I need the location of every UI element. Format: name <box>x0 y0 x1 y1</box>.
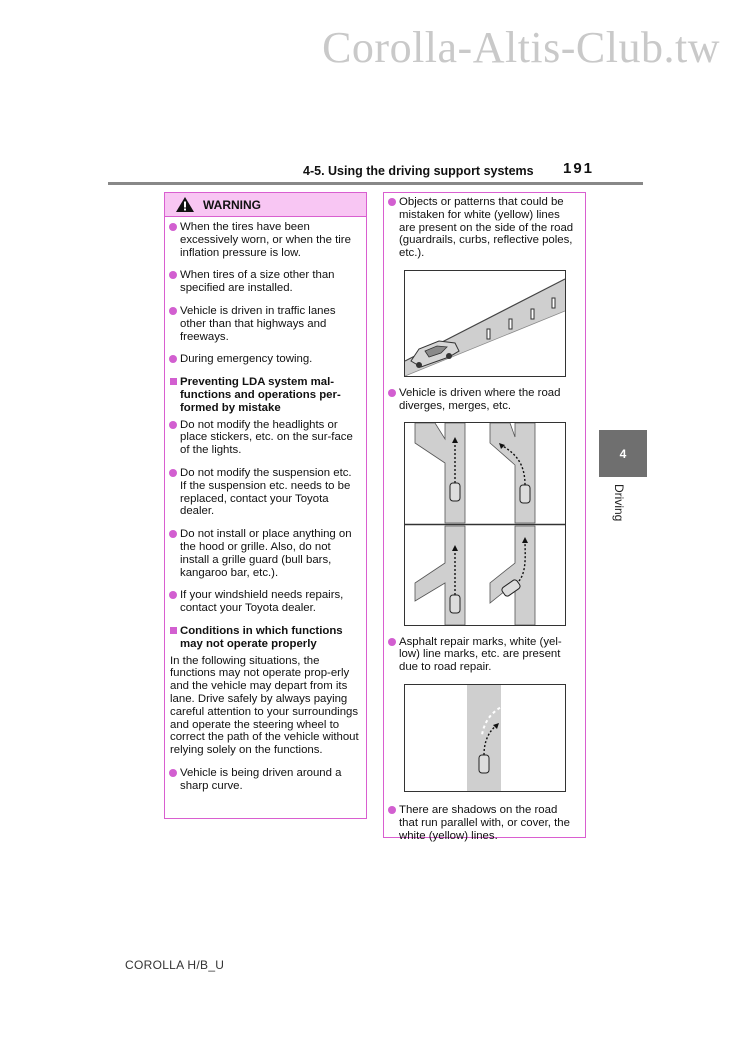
bullet-dot-icon <box>388 638 396 646</box>
bullet-dot-icon <box>169 591 177 599</box>
list-item: Do not modify the suspension etc. If the suspension etc. needs to be replaced, contact your Toyota dealer. <box>170 467 360 518</box>
list-item: Objects or patterns that could be mistaken for white (yellow) lines are present on the side of the road (guardrails, curbs, reflective poles, etc.). <box>389 196 579 260</box>
warning-header <box>165 193 366 217</box>
watermark: Corolla-Altis-Club.tw <box>322 23 720 72</box>
list-item: Vehicle is driven where the road diverges, merges, etc. <box>389 387 579 413</box>
list-item: Asphalt repair marks, white (yel-low) line marks, etc. are present due to road repair. <box>389 636 579 674</box>
bullet-dot-icon <box>388 389 396 397</box>
list-item: During emergency towing. <box>170 353 360 366</box>
guardrail-illustration <box>404 270 566 377</box>
header-rule <box>108 182 643 185</box>
footer-model: COROLLA H/B_U <box>125 958 225 972</box>
subsection-heading: Preventing LDA system mal-functions and operations per-formed by mistake <box>170 376 360 414</box>
chapter-tab[interactable]: 4 <box>599 430 647 477</box>
bullet-dot-icon <box>388 806 396 814</box>
subsection-heading: Conditions in which functions may not operate properly <box>170 625 360 651</box>
bullet-square-icon <box>170 378 177 385</box>
bullet-dot-icon <box>169 530 177 538</box>
bullet-dot-icon <box>169 307 177 315</box>
warning-triangle-icon <box>175 196 195 213</box>
page-number: 191 <box>563 160 595 177</box>
list-item: When the tires have been excessively worn, or when the tire inflation pressure is low. <box>170 221 360 259</box>
list-item: When tires of a size other than specified are installed. <box>170 269 360 295</box>
list-item: There are shadows on the road that run parallel with, or cover, the white (yellow) lines. <box>389 804 579 842</box>
bullet-dot-icon <box>169 271 177 279</box>
bullet-dot-icon <box>169 469 177 477</box>
list-item: Do not modify the headlights or place stickers, etc. on the sur-face of the lights. <box>170 419 360 457</box>
bullet-dot-icon <box>169 421 177 429</box>
list-item: Do not install or place anything on the hood or grille. Also, do not install a grille guard (bull bars, kangaroo bar, etc.). <box>170 528 360 579</box>
conditions-box <box>383 192 586 842</box>
list-item: If your windshield needs repairs, contact your Toyota dealer. <box>170 589 360 615</box>
warning-heading: WARNING <box>203 197 261 212</box>
bullet-dot-icon <box>169 355 177 363</box>
bullet-square-icon <box>170 627 177 634</box>
warning-box <box>164 192 367 819</box>
bullet-dot-icon <box>388 198 396 206</box>
bullet-dot-icon <box>169 769 177 777</box>
car-icon <box>479 755 489 773</box>
chapter-tab-label: Driving <box>612 484 626 522</box>
diverge-merge-illustration <box>404 422 566 626</box>
bullet-dot-icon <box>169 223 177 231</box>
section-title: 4-5. Using the driving support systems <box>303 164 534 178</box>
list-item: Vehicle is driven in traffic lanes other than that highways and freeways. <box>170 305 360 343</box>
list-item: Vehicle is being driven around a sharp curve. <box>170 767 360 793</box>
warning-paragraph: In the following situations, the functions may not operate prop-erly and the vehicle may depart from its lane. Drive safely by always paying careful attention to your surroundings and operate the steering wheel to correct the path of the vehicle without relying solely on the functions. <box>170 654 359 757</box>
repair-marks-illustration <box>404 684 566 792</box>
